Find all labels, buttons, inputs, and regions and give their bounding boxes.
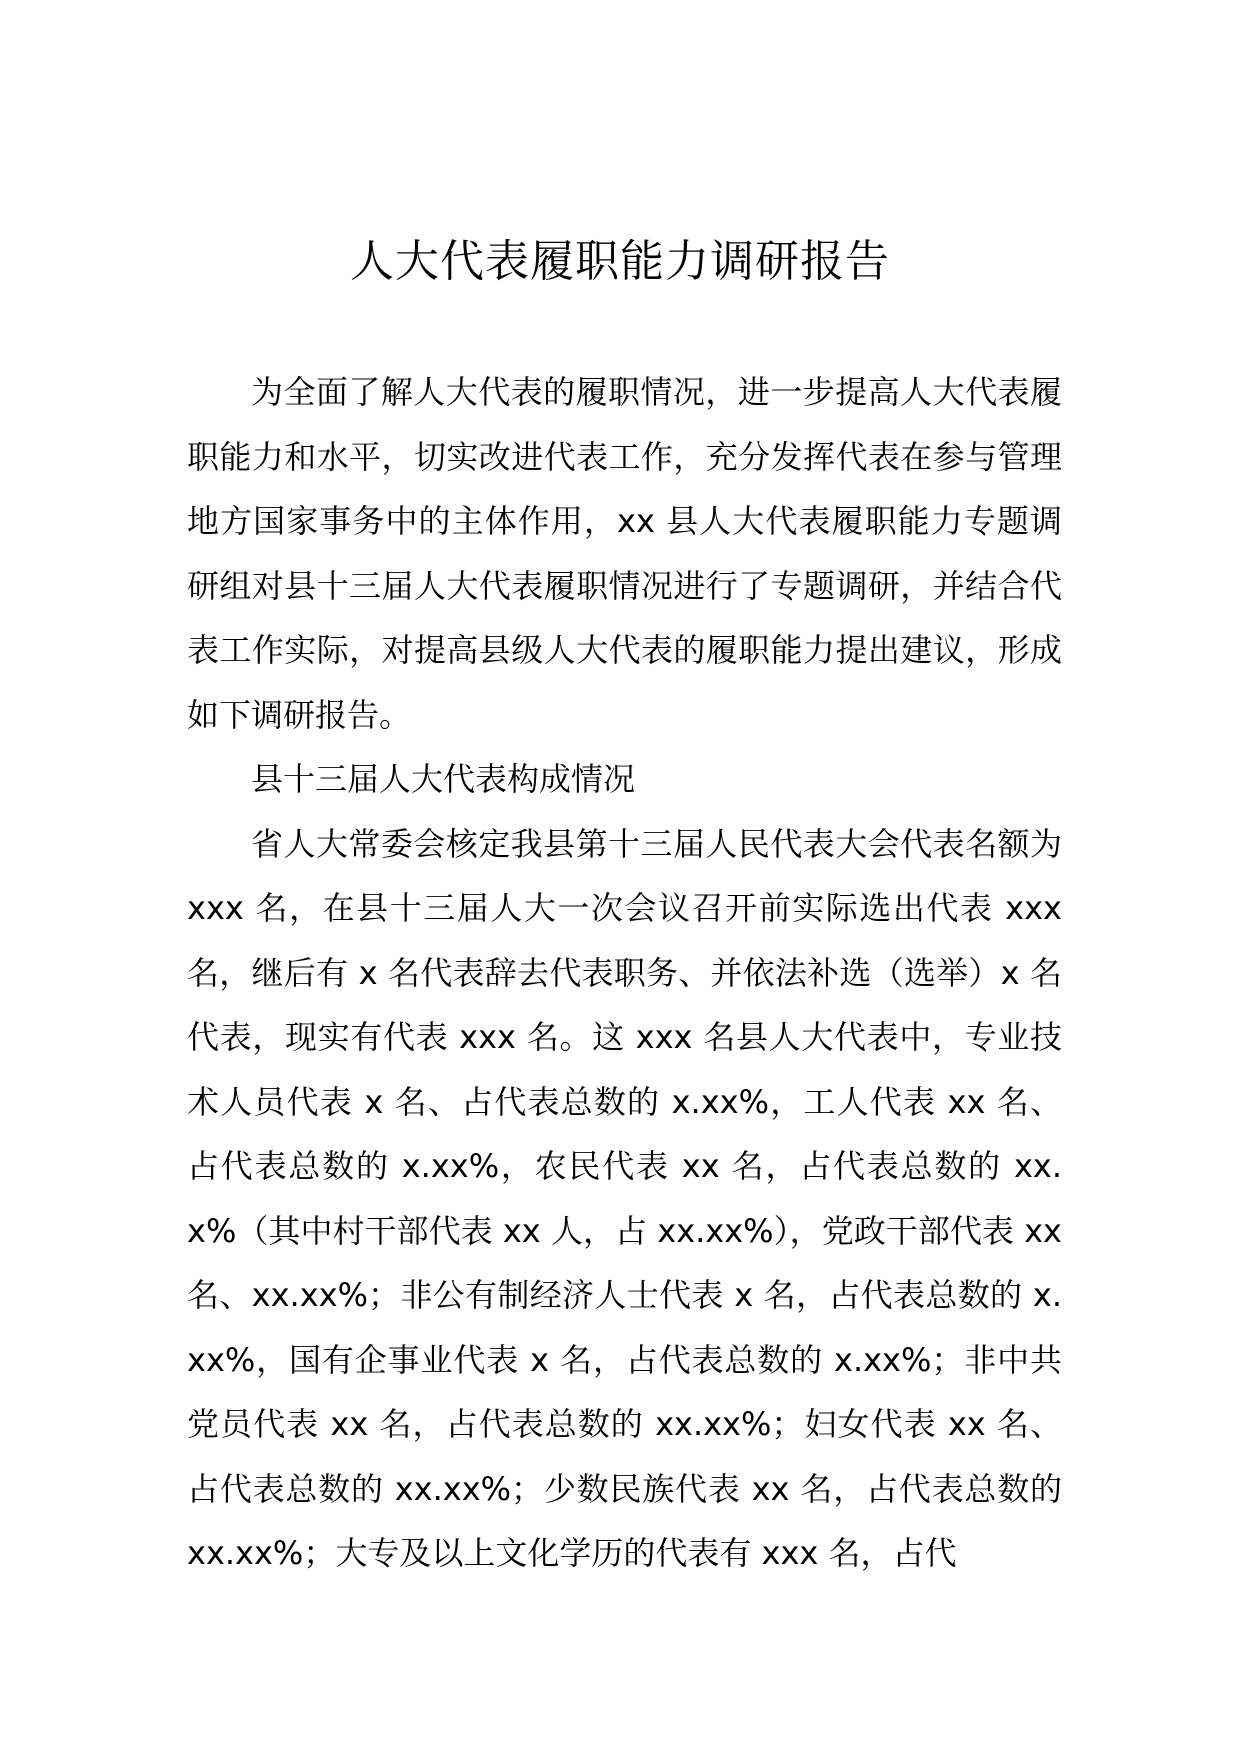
paragraph-composition: 省人大常委会核定我县第十三届人民代表大会代表名额为 xxx 名，在县十三届人大一次会议召开前实际选出代表 xxx 名，继后有 x 名代表辞去代表职务、并依法补选（选举）x 名代表，现实有代表 xxx 名。这 xxx 名县人大代表中，专业技术人员代表 x 名、占代表总数的 x.xx%，工人代表 xx 名、占代表总数的 x.xx%，农民代表 xx 名，占代表总数的 xx.x%（其中村干部代表 xx 人，占 xx.xx%），党政干部代表 xx 名、xx.xx%；非公有制经济人士代表 x 名，占代表总数的 x.xx%，国有企事业代表 x 名，占代表总数的 x.xx%；非中共党员代表 xx 名，占代表总数的 xx.xx%；妇女代表 xx 名、占代表总数的 xx.xx%；少数民族代表 xx 名，占代表总数的 xx.xx%；大专及以上文化学历的代表有 xxx 名，占代 bbox=[187, 824, 1062, 1572]
paragraph-intro: 为全面了解人大代表的履职情况，进一步提高人大代表履职能力和水平，切实改进代表工作，充分发挥代表在参与管理地方国家事务中的主体作用，xx 县人大代表履职能力专题调研组对县十三届人大代表履职情况进行了专题调研，并结合代表工作实际，对提高县级人大代表的履职能力提出建议，形成如下调研报告。 bbox=[187, 373, 1062, 734]
document-body bbox=[187, 360, 1062, 1586]
document-title: 人大代表履职能力调研报告 bbox=[350, 236, 890, 287]
section-heading: 县十三届人大代表构成情况 bbox=[251, 760, 636, 798]
